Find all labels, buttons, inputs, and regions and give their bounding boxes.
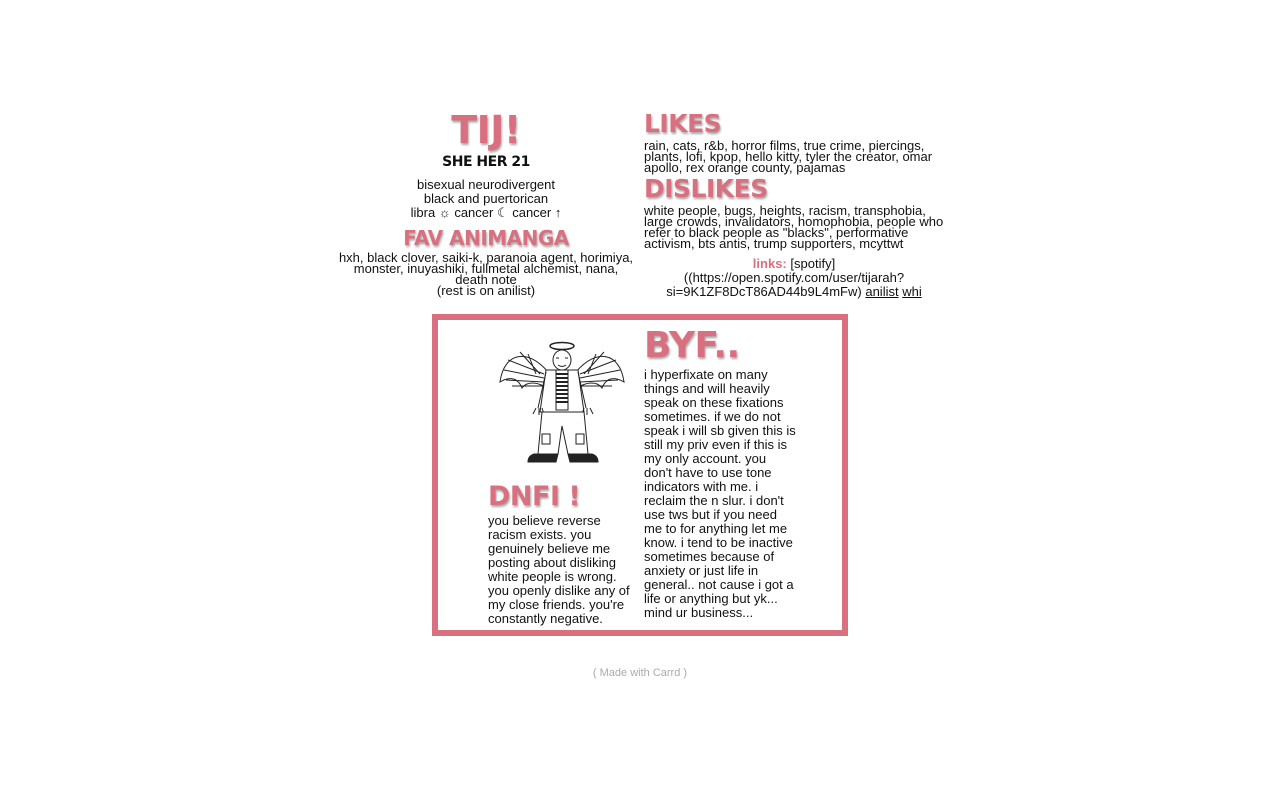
info-card [432, 314, 848, 636]
anime-note: (rest is on anilist) [436, 283, 536, 298]
dislikes-heading: DISLIKES [644, 174, 768, 203]
links-block [644, 257, 944, 299]
identity-list [330, 178, 642, 220]
spotify-link-text: [spotify] [790, 256, 836, 271]
anime-line: monster, inuyashiki, fullmetal alchemist, nana, [353, 261, 619, 276]
anime-line: hxh, black clover, saiki-k, paranoia agent, horimiya, [338, 250, 634, 265]
fav-animanga-heading: FAV ANIMANGA [403, 226, 569, 250]
fav-animanga-list [330, 252, 642, 296]
byf-heading: BYF.. [644, 325, 740, 366]
likes-dislikes-section [644, 108, 944, 299]
likes-text: rain, cats, r&b, horror films, true crime, piercings, plants, lofi, kpop, hello kitty, tyler the creator, omar apollo, rex orange county, pajamas [644, 138, 933, 175]
dislikes-text: white people, bugs, heights, racism, transphobia, large crowds, invalidators, homophobia, people who refer to black people as "blacks", performative activism, bts antis, trump supporters, mcyttwt [644, 203, 944, 251]
dnfi-section [488, 480, 634, 626]
likes-heading: LIKES [644, 109, 722, 138]
made-with-carrd-link[interactable]: ( Made with Carrd ) [592, 667, 688, 679]
anime-line: death note [455, 272, 517, 287]
byf-section [644, 324, 796, 620]
identity-line: black and puertorican [423, 191, 549, 206]
profile-intro [330, 108, 642, 296]
links-label: links: [752, 256, 787, 271]
spotify-url-cont: si=9K1ZF8DcT86AD44b9L4mFw) [666, 284, 862, 299]
spotify-url: ((https://open.spotify.com/user/tijarah? [683, 270, 905, 285]
identity-line: bisexual neurodivergent [416, 177, 556, 192]
anilist-link[interactable]: anilist [865, 284, 899, 299]
dnfi-heading: DNFI ! [488, 481, 581, 512]
angel-drawing [498, 338, 628, 468]
dnfi-text: you believe reverse racism exists. you genuinely believe me posting about disliking white people is wrong. you openly dislike any of my close friends. you're constantly negative. [488, 513, 630, 626]
whi-link[interactable]: whi [902, 284, 922, 299]
profile-name: TIJ! [451, 108, 521, 152]
zodiac-line: libra ☼ cancer ☾ cancer ↑ [410, 205, 562, 220]
pronouns-age: SHE HER 21 [442, 154, 530, 170]
byf-text: i hyperfixate on many things and will heavily speak on these fixations sometimes. if we do not speak i will sb given this is still my priv even if this is my only account. you don't have to use tone indicators with me. i reclaim the n slur. i don't use tws but if you need me to for anything let me know. i tend to be inactive sometimes because of anxiety or just life in general.. not cause i got a life or anything but yk... mind ur business... [644, 367, 796, 620]
